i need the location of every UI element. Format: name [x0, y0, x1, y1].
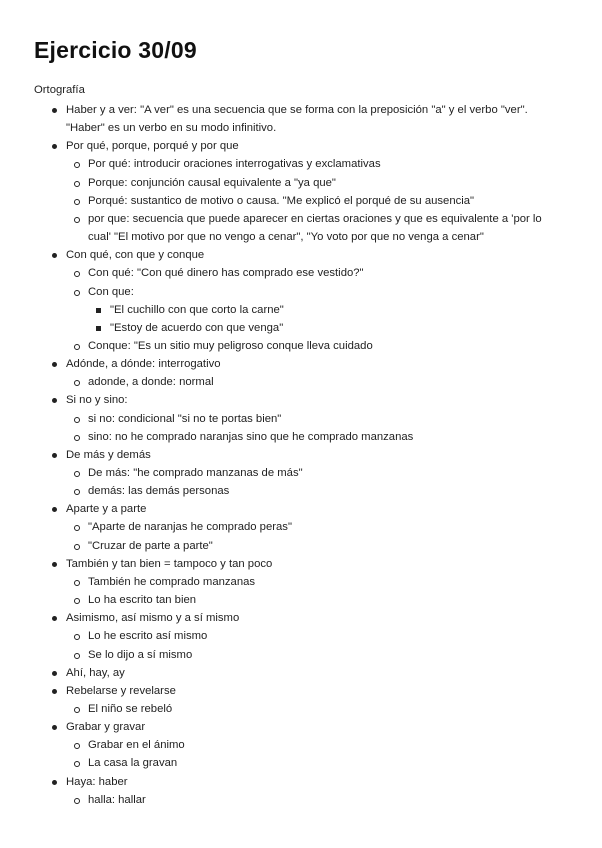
disc-bullet-icon	[52, 780, 57, 785]
list-item-text: También he comprado manzanas	[88, 575, 256, 588]
disc-bullet-icon	[52, 144, 57, 149]
list-item-text: Por qué: introducir oraciones interrogativas y exclamativas	[88, 158, 381, 171]
list-item-text: Porqué: sustantico de motivo o causa. "Me explicó el porqué de su ausencia"	[88, 194, 475, 207]
list-item-text: "Cruzar de parte a parte"	[88, 539, 213, 552]
list-item-text: Lo he escrito así mismo	[88, 630, 208, 643]
list-item-text: Se lo dijo a sí mismo	[88, 648, 193, 661]
circle-bullet-icon	[74, 199, 80, 205]
list-item-text: Rebelarse y revelarse	[66, 684, 176, 697]
list-item-text: Lo ha escrito tan bien	[88, 594, 197, 607]
list-item-text: Asimismo, así mismo y a sí mismo	[66, 612, 240, 625]
square-bullet-icon	[96, 326, 101, 331]
list-item-text: halla: hallar	[88, 793, 146, 806]
list-item-text: Haya: haber	[66, 775, 128, 788]
circle-bullet-icon	[74, 761, 80, 767]
disc-bullet-icon	[52, 671, 57, 676]
list-item-text: Por qué, porque, porqué y por que	[66, 140, 239, 153]
list-item-text: Porque: conjunción causal equivalente a "ya que"	[88, 176, 336, 189]
circle-bullet-icon	[74, 290, 80, 296]
disc-bullet-icon	[52, 562, 57, 567]
list-item-text: sino: no he comprado naranjas sino que he comprado manzanas	[88, 430, 414, 443]
list-item-text: "El cuchillo con que corto la carne"	[110, 303, 284, 316]
list-item-text: De más: "he comprado manzanas de más"	[88, 467, 303, 479]
section-heading: Ortografía	[34, 84, 85, 96]
list-item-text: cual' "El motivo por que no vengo a cenar", "Yo voto por que no venga a cenar"	[88, 231, 484, 244]
list-item-text: Conque: "Es un sitio muy peligroso conque lleva cuidado	[88, 339, 373, 352]
disc-bullet-icon	[52, 362, 57, 367]
circle-bullet-icon	[74, 271, 80, 277]
disc-bullet-icon	[52, 253, 57, 258]
circle-bullet-icon	[74, 217, 80, 223]
circle-bullet-icon	[74, 798, 80, 804]
list-item-text: si no: condicional "si no te portas bien"	[88, 412, 282, 425]
circle-bullet-icon	[74, 743, 80, 749]
list-item-text: También y tan bien = tampoco y tan poco	[66, 557, 273, 570]
circle-bullet-icon	[74, 344, 80, 350]
circle-bullet-icon	[74, 435, 80, 441]
circle-bullet-icon	[74, 525, 80, 531]
list-item-text: La casa la gravan	[88, 757, 178, 770]
disc-bullet-icon	[52, 725, 57, 730]
list-item-text: "Estoy de acuerdo con que venga"	[110, 321, 284, 334]
list-item-text: De más y demás	[66, 448, 151, 461]
list-item-text: Aparte y a parte	[66, 503, 147, 516]
list-item-text: Grabar en el ánimo	[88, 739, 185, 752]
circle-bullet-icon	[74, 471, 80, 477]
disc-bullet-icon	[52, 453, 57, 458]
disc-bullet-icon	[52, 507, 57, 512]
circle-bullet-icon	[74, 181, 80, 187]
circle-bullet-icon	[74, 380, 80, 386]
circle-bullet-icon	[74, 580, 80, 586]
circle-bullet-icon	[74, 544, 80, 550]
list-item-text: Con qué: "Con qué dinero has comprado ese vestido?"	[88, 267, 364, 280]
list-item-text: "Aparte de naranjas he comprado peras"	[88, 521, 292, 534]
list-item-text: Ahí, hay, ay	[66, 666, 125, 679]
disc-bullet-icon	[52, 616, 57, 621]
circle-bullet-icon	[74, 489, 80, 495]
list-item-text: "Haber" es un verbo en su modo infinitivo.	[66, 122, 277, 135]
circle-bullet-icon	[74, 707, 80, 713]
page-title: Ejercicio 30/09	[34, 37, 197, 63]
disc-bullet-icon	[52, 689, 57, 694]
circle-bullet-icon	[74, 598, 80, 604]
circle-bullet-icon	[74, 653, 80, 659]
circle-bullet-icon	[74, 634, 80, 640]
list-item-text: Adónde, a dónde: interrogativo	[66, 358, 221, 371]
list-item-text: Grabar y gravar	[66, 721, 146, 734]
list-item-text: adonde, a donde: normal	[88, 376, 214, 389]
list-item-text: Si no y sino:	[66, 394, 128, 407]
list-item-text: Con qué, con que y conque	[66, 249, 205, 262]
disc-bullet-icon	[52, 108, 57, 113]
list-item-text: Haber y a ver: "A ver" es una secuencia que se forma con la preposición "a" y el verbo "ver".	[66, 104, 528, 116]
list-item-text: por que: secuencia que puede aparecer en ciertas oraciones y que es equivalente a 'por lo	[88, 212, 542, 225]
circle-bullet-icon	[74, 417, 80, 423]
circle-bullet-icon	[74, 162, 80, 168]
list-item-text: Con que:	[88, 285, 134, 298]
list-item-text: El niño se rebeló	[88, 702, 173, 715]
disc-bullet-icon	[52, 398, 57, 403]
square-bullet-icon	[96, 308, 101, 313]
list-item-text: demás: las demás personas	[88, 485, 230, 498]
